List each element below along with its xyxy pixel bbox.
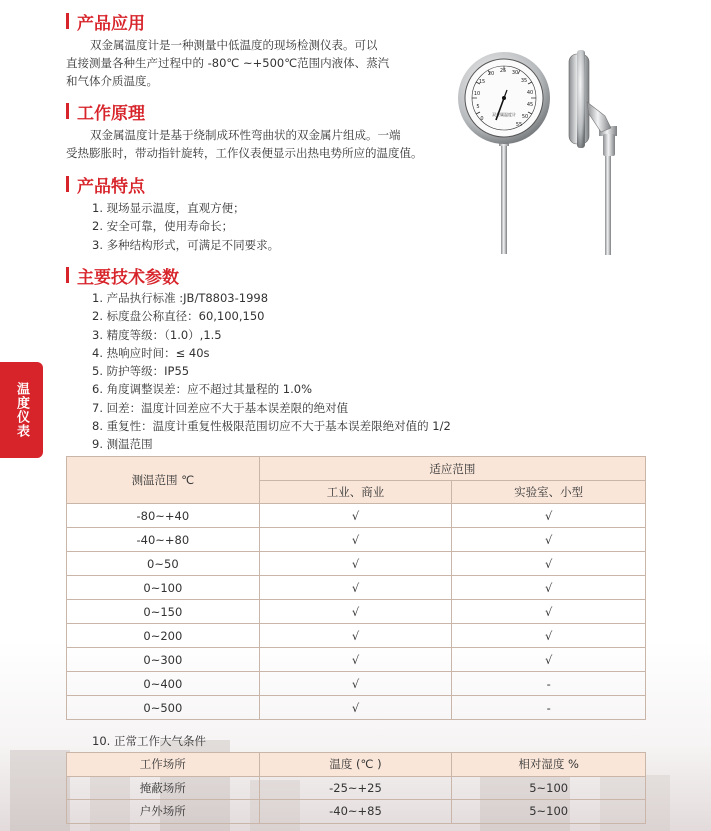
table-header-row bbox=[67, 753, 646, 777]
cell-lab: - bbox=[452, 672, 646, 696]
dial-tick: 25 bbox=[499, 68, 507, 74]
table-row bbox=[67, 504, 646, 528]
list-item: 6. 角度调整误差：应不超过其量程的 1.0% bbox=[92, 382, 312, 397]
dial-tick: 45 bbox=[526, 102, 534, 108]
list-item: 1. 现场显示温度，直观方便； bbox=[92, 201, 245, 215]
list-item: 5. 防护等级：IP55 bbox=[92, 364, 190, 379]
cell-industrial: √ bbox=[259, 624, 452, 648]
section-heading-principle bbox=[66, 100, 145, 122]
cell-industrial: √ bbox=[259, 672, 452, 696]
table-row bbox=[67, 800, 646, 824]
cell-range: 0~400 bbox=[67, 672, 260, 696]
specs-list bbox=[92, 289, 451, 454]
section-heading-features bbox=[66, 173, 145, 195]
cell-range: -80~+40 bbox=[67, 504, 260, 528]
header-location: 工作场所 bbox=[67, 753, 260, 777]
section-heading-application bbox=[66, 10, 145, 32]
list-item: 4. 热响应时间：≤ 40s bbox=[92, 345, 210, 360]
table-row bbox=[67, 552, 646, 576]
cell-range: 0~50 bbox=[67, 552, 260, 576]
environment-conditions-table bbox=[66, 752, 646, 824]
dial-tick: 35 bbox=[520, 78, 528, 84]
list-item: 7. 回差：温度计回差应不大于基本误差限的绝对值 bbox=[92, 400, 349, 415]
section-heading-specs bbox=[66, 264, 179, 286]
header-industrial: 工业、商业 bbox=[259, 481, 452, 504]
cell-humidity: 5~100 bbox=[452, 776, 646, 800]
heading-text: 工作原理 bbox=[77, 103, 145, 124]
side-category-tab[interactable] bbox=[0, 362, 43, 458]
header-temperature: 温度 (℃ ) bbox=[259, 753, 452, 777]
table-row bbox=[67, 600, 646, 624]
cell-industrial: √ bbox=[259, 696, 452, 720]
application-paragraph bbox=[66, 36, 389, 90]
cell-range: 0~500 bbox=[67, 696, 260, 720]
cell-industrial: √ bbox=[259, 576, 452, 600]
table-row bbox=[67, 672, 646, 696]
table-row bbox=[67, 624, 646, 648]
features-list bbox=[92, 199, 279, 254]
temperature-range-table bbox=[66, 456, 646, 720]
cell-range: 0~200 bbox=[67, 624, 260, 648]
cell-location: 掩蔽场所 bbox=[67, 776, 260, 800]
cell-industrial: √ bbox=[259, 600, 452, 624]
paragraph-line: 和气体介质温度。 bbox=[66, 74, 158, 88]
dial-tick: 0 bbox=[480, 116, 484, 122]
dial-tick: 5 bbox=[476, 104, 480, 110]
paragraph-line: 直接测量各种生产过程中的 -80℃ ~+500℃范围内液体、蒸汽 bbox=[66, 56, 390, 70]
header-range: 测温范围 ℃ bbox=[67, 457, 260, 504]
principle-paragraph bbox=[66, 126, 423, 162]
dial-tick: 20 bbox=[487, 71, 495, 77]
dial-tick: 50 bbox=[521, 114, 529, 120]
table-row bbox=[67, 776, 646, 800]
cell-temperature: -40~+85 bbox=[259, 800, 452, 824]
env-table-caption: 10. 正常工作大气条件 bbox=[92, 734, 206, 748]
header-lab: 实验室、小型 bbox=[452, 481, 646, 504]
table-row bbox=[67, 696, 646, 720]
table-row bbox=[67, 648, 646, 672]
heading-bar bbox=[66, 176, 69, 192]
cell-industrial: √ bbox=[259, 528, 452, 552]
heading-text: 主要技术参数 bbox=[77, 267, 179, 288]
table-row bbox=[67, 576, 646, 600]
paragraph-line: 双金属温度计是基于绕制成环性弯曲状的双金属片组成。一端 bbox=[90, 128, 401, 142]
heading-bar bbox=[66, 13, 69, 29]
cell-lab: √ bbox=[452, 600, 646, 624]
cell-lab: - bbox=[452, 696, 646, 720]
header-group: 适应范围 bbox=[259, 457, 645, 481]
dial-tick: 30 bbox=[511, 70, 519, 76]
paragraph-line: 受热膨胀时，带动指针旋转，工作仪表便显示出热电势所应的温度值。 bbox=[66, 146, 423, 160]
cell-industrial: √ bbox=[259, 648, 452, 672]
heading-bar bbox=[66, 103, 69, 119]
cell-range: 0~150 bbox=[67, 600, 260, 624]
cell-lab: √ bbox=[452, 528, 646, 552]
list-item: 8. 重复性：温度计重复性极限范围切应不大于基本误差限绝对值的 1/2 bbox=[92, 419, 451, 434]
cell-range: 0~100 bbox=[67, 576, 260, 600]
list-item: 1. 产品执行标准 :JB/T8803-1998 bbox=[92, 291, 269, 305]
list-item: 3. 精度等级：（1.0）,1.5 bbox=[92, 327, 222, 342]
list-item: 2. 标度盘公称直径：60,100,150 bbox=[92, 309, 265, 324]
cell-lab: √ bbox=[452, 624, 646, 648]
dial-tick: 15 bbox=[478, 79, 486, 85]
heading-text: 产品应用 bbox=[77, 13, 145, 34]
heading-text: 产品特点 bbox=[77, 176, 145, 197]
dial-label: 双金属温度计 bbox=[492, 112, 516, 117]
heading-bar bbox=[66, 267, 69, 283]
cell-range: 0~300 bbox=[67, 648, 260, 672]
cell-industrial: √ bbox=[259, 552, 452, 576]
bimetal-thermometer-image bbox=[445, 42, 665, 257]
cell-humidity: 5~100 bbox=[452, 800, 646, 824]
list-item: 2. 安全可靠，使用寿命长； bbox=[92, 219, 234, 234]
cell-location: 户外场所 bbox=[67, 800, 260, 824]
cell-range: -40~+80 bbox=[67, 528, 260, 552]
paragraph-line: 双金属温度计是一种测量中低温度的现场检测仪表。可以 bbox=[90, 38, 378, 52]
list-item: 3. 多种结构形式，可满足不同要求。 bbox=[92, 237, 280, 252]
cell-lab: √ bbox=[452, 648, 646, 672]
dial-tick: 40 bbox=[526, 90, 534, 96]
list-item: 9. 测温范围 bbox=[92, 437, 153, 452]
dial-tick: 55 bbox=[515, 122, 523, 128]
cell-lab: √ bbox=[452, 504, 646, 528]
cell-lab: √ bbox=[452, 576, 646, 600]
cell-lab: √ bbox=[452, 552, 646, 576]
header-humidity: 相对湿度 % bbox=[452, 753, 646, 777]
side-tab-label: 温度仪表 bbox=[14, 382, 29, 438]
cell-industrial: √ bbox=[259, 504, 452, 528]
dial-tick: 10 bbox=[473, 91, 481, 97]
cell-temperature: -25~+25 bbox=[259, 776, 452, 800]
table-row bbox=[67, 528, 646, 552]
